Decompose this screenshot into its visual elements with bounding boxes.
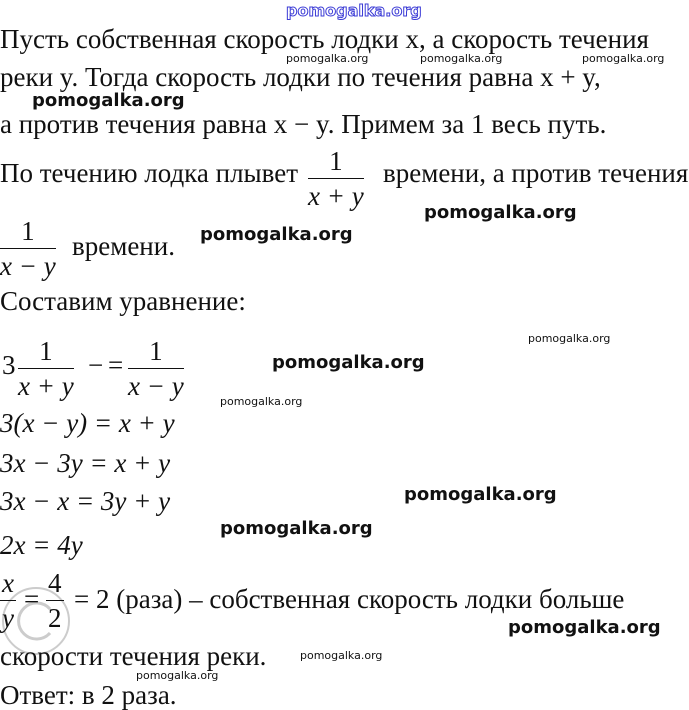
text-line: а против течения равна x − y. Примем за 1 весь путь. (0, 109, 607, 139)
denominator: x − y (0, 251, 56, 281)
watermark: pomogalka.org (32, 90, 185, 111)
watermark: pomogalka.org (286, 52, 369, 65)
numerator: 1 (21, 216, 35, 246)
watermark: pomogalka.org (300, 649, 383, 662)
text-line: Составим уравнение: (0, 286, 246, 316)
watermark: pomogalka.org (508, 617, 661, 638)
text-line: Пусть собственная скорость лодки x, а скорость течения (0, 24, 649, 54)
operator: = (24, 584, 40, 614)
numerator: x (2, 568, 14, 598)
numerator: 1 (149, 336, 163, 366)
denominator: x − y (128, 371, 184, 401)
denominator: x + y (308, 181, 364, 211)
numerator: 1 (39, 336, 53, 366)
fraction (128, 338, 184, 400)
equation: 3x − x = 3y + y (0, 486, 171, 516)
text-line: реки y. Тогда скорость лодки по течения равна x + y, (0, 62, 601, 92)
equation: 2x = 4y (0, 530, 83, 560)
watermark: pomogalka.org (272, 352, 425, 373)
text-line: времени. (72, 231, 175, 261)
answer: Ответ: в 2 раза. (0, 680, 177, 710)
fraction (308, 148, 364, 210)
watermark: pomogalka.org (528, 332, 611, 345)
watermark: pomogalka.org (136, 669, 219, 682)
text-line: скорости течения реки. (0, 641, 267, 671)
operator: = (108, 350, 124, 380)
operator: − (88, 350, 104, 380)
fraction (46, 570, 64, 632)
text-line: = 2 (раза) – собственная скорость лодки больше (74, 584, 625, 614)
coefficient: 3 (2, 350, 16, 380)
equation: 3x − 3y = x + y (0, 448, 171, 478)
watermark: pomogalka.org (220, 395, 303, 408)
denominator: y (2, 603, 14, 633)
fraction (0, 218, 56, 280)
fraction (18, 338, 74, 400)
denominator: x + y (18, 371, 74, 401)
watermark: pomogalka.org (582, 52, 665, 65)
equation: 3(x − y) = x + y (0, 408, 175, 438)
denominator: 2 (48, 603, 62, 633)
text-line: По течению лодка плывет (0, 158, 299, 188)
fraction (0, 570, 16, 632)
watermark: pomogalka.org (220, 518, 373, 539)
watermark: pomogalka.org (420, 52, 503, 65)
text-line: времени, а против течения (383, 158, 689, 188)
numerator: 4 (48, 568, 62, 598)
watermark: pomogalka.org (424, 202, 577, 223)
numerator: 1 (329, 146, 343, 176)
watermark: pomogalka.org (200, 224, 353, 245)
watermark: pomogalka.org (404, 484, 557, 505)
watermark: pomogalka.org (286, 1, 422, 20)
